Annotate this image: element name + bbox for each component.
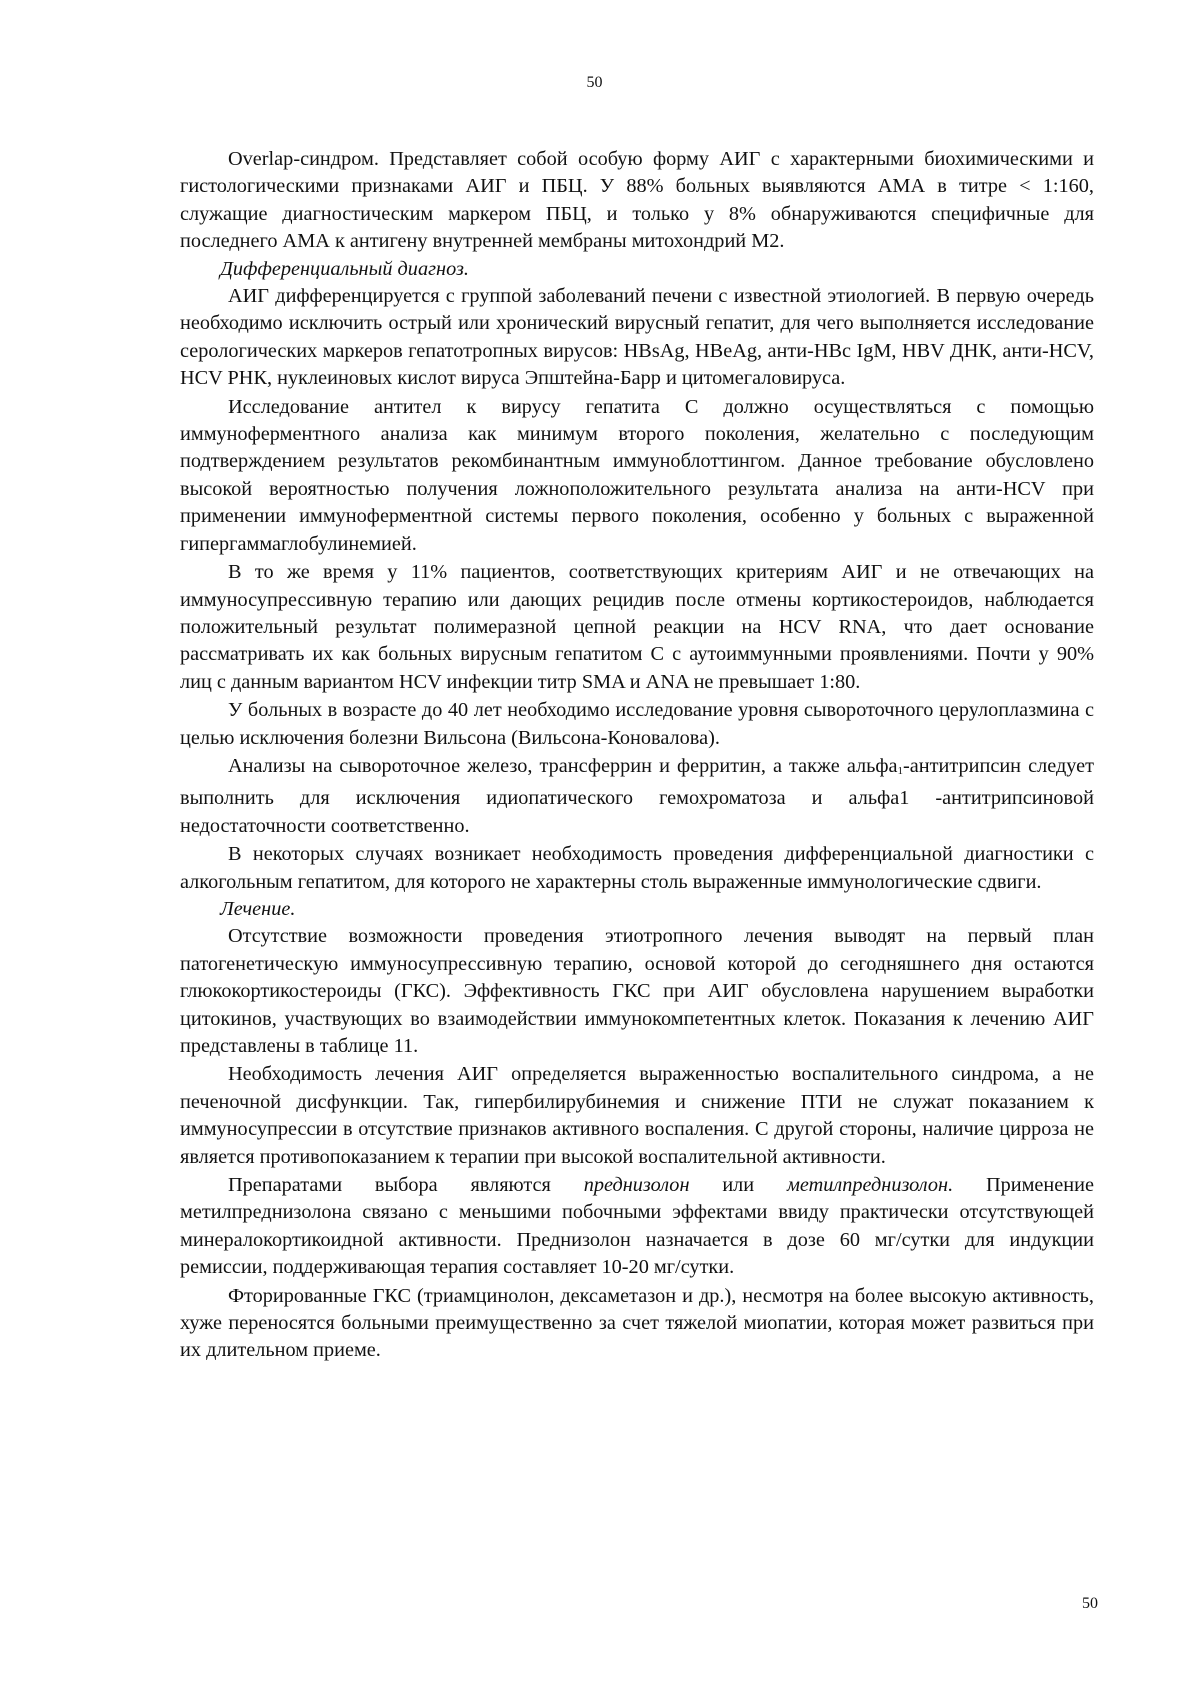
paragraph-fluorinated-gcs: Фторированные ГКС (триамцинолон, дексаметазон и др.), несмотря на более высокую активность, хуже переносятся больными преимущественно за счет тяжелой миопатии, которая может развиться при их длительном приеме. bbox=[180, 1284, 1094, 1362]
subscript-one: 1 bbox=[897, 764, 904, 777]
paragraph-iron-tests bbox=[180, 753, 1094, 840]
paragraph-hcv-rna: В то же время у 11% пациентов, соответствующих критериям АИГ и не отвечающих на иммуносупрессивную терапию или дающих рецидив после отмены кортикостероидов, наблюдается положительный результат полимеразной цепной реакции на HCV RNA, что дает основание рассматривать их как больных вирусным гепатитом С с аутоиммунными проявлениями. Почти у 90% лиц с данным вариантом HCV инфекции титр SMA и ANA не превышает 1:80. bbox=[180, 561, 1094, 693]
paragraph-drugs-of-choice bbox=[180, 1172, 1094, 1282]
paragraph-hcv-antibodies: Исследование антител к вирусу гепатита С должно осуществляться с помощью иммуноферментного анализа как минимум второго поколения, желательно с последующим подтверждением результатов рекомбинантным иммуноблоттингом. Данное требование обусловлено высокой вероятностью получения ложноположительного результата анализа на анти-HCV при применении иммуноферментной системы первого поколения, особенно у больных с выраженной гипергаммаглобулинемией. bbox=[180, 395, 1094, 555]
page-number-top: 50 bbox=[586, 74, 603, 91]
paragraph-differentiation: АИГ дифференцируется с группой заболеваний печени с известной этиологией. В первую очередь необходимо исключить острый или хронический вирусный гепатит, для чего выполняется исследование серологических маркеров гепатотропных вирусов: HBsAg, HBeAg, анти-HBc IgM, HBV ДНК, анти-HCV, HCV РНК, нуклеиновых кислот вируса Эпштейна-Барр и цитомегаловируса. bbox=[180, 285, 1094, 390]
paragraph-treatment-necessity: Необходимость лечения АИГ определяется выраженностью воспалительного синдрома, а не печеночной дисфункции. Так, гипербилирубинемия и снижение ПТИ не служат показанием к иммуносупрессии в отсутствие признаков активного воспаления. С другой стороны, наличие цирроза не является противопоказанием к терапии при высокой воспалительной активности. bbox=[180, 1063, 1094, 1168]
paragraph-iron-tests-part2: -антитрипсин следует выполнить для исключения идиопатического гемохроматоза и альфа1 -антитрипсиновой недостаточности соответственно. bbox=[180, 754, 1095, 837]
drugs-text-1: Препаратами выбора являются bbox=[228, 1174, 584, 1197]
page-number-bottom: 50 bbox=[1082, 1595, 1098, 1612]
document-body bbox=[180, 146, 1094, 1365]
paragraph-immunosuppressive-therapy: Отсутствие возможности проведения этиотропного лечения выводят на первый план патогенетическую иммуносупрессивную терапию, основой которой до сегодняшнего дня остаются глюкокортикостероиды (ГКС). Эффективность ГКС при АИГ обусловлена нарушением выработки цитокинов, участвующих во взаимодействии иммунокомпетентных клеток. Показания к лечению АИГ представлены в таблице 11. bbox=[180, 925, 1094, 1057]
paragraph-overlap: Overlap-синдром. Представляет собой особую форму АИГ с характерными биохимическими и гистологическими признаками АИГ и ПБЦ. У 88% больных выявляются АМА в титре < 1:160, служащие диагностическим маркером ПБЦ, и только у 8% обнаруживаются специфичные для последнего АМА к антигену внутренней мембраны митохондрий М2. bbox=[180, 148, 1094, 253]
drug-prednisolone: преднизолон bbox=[583, 1174, 690, 1197]
section-heading-treatment: Лечение. bbox=[220, 897, 296, 920]
drugs-text-2: или bbox=[689, 1174, 787, 1197]
paragraph-iron-tests-part1: Анализы на сывороточное железо, трансферрин и ферритин, а также альфа bbox=[228, 754, 898, 777]
paragraph-alcoholic-hepatitis: В некоторых случаях возникает необходимость проведения дифференциальной диагностики с алкогольным гепатитом, для которого не характерны столь выраженные иммунологические сдвиги. bbox=[180, 843, 1094, 893]
section-heading-differential-diagnosis: Дифференциальный диагноз. bbox=[220, 257, 469, 280]
drug-methylprednisolone: метилпреднизолон. bbox=[786, 1174, 954, 1197]
drugs-text-3: Применение метилпреднизолона связано с меньшими побочными эффектами ввиду практически отсутствующей минералокортикоидной активности. Преднизолон назначается в дозе 60 мг/сутки для индукции ремиссии, поддерживающая терапия составляет 10-20 мг/сутки. bbox=[180, 1174, 1094, 1279]
paragraph-wilson: У больных в возрасте до 40 лет необходимо исследование уровня сывороточного церулоплазмина с целью исключения болезни Вильсона (Вильсона-Коновалова). bbox=[180, 699, 1094, 749]
